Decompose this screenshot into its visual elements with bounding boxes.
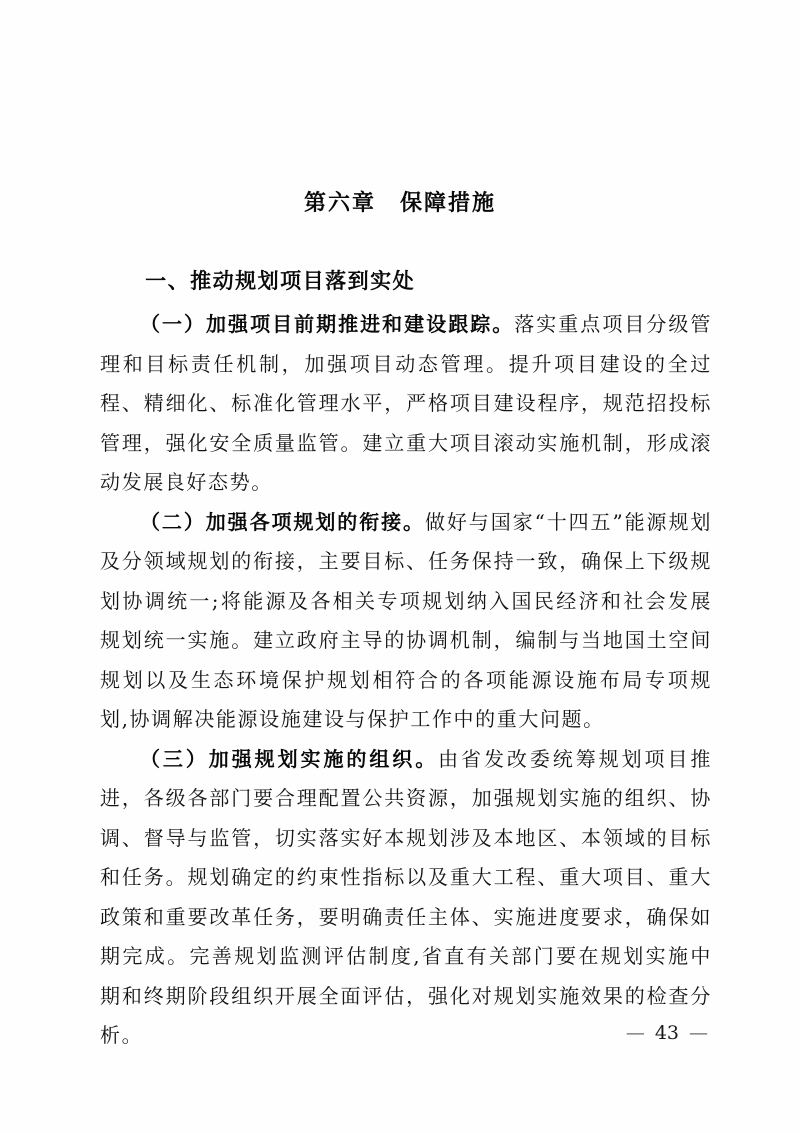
page-footer: [626, 1022, 708, 1044]
page-number-dash-left: —: [625, 1022, 645, 1044]
paragraph-2-text: 做好与国家“十四五”能源规划及分领域规划的衔接，主要目标、任务保持一致，确保上下级规划协调统一;将能源及各相关专项规划纳入国民经济和社会发展规划统一实施。建立政府主导的协调机制，编制与当地国土空间规划以及生态环境保护规划相符合的各项能源设施布局专项规划,协调解决能源设施建设与保护工作中的重大问题。: [100, 509, 712, 731]
page-number-dash-right: —: [689, 1022, 708, 1044]
page-number: 43: [654, 1022, 679, 1044]
paragraph-3-lead: （三）加强规划实施的组织。: [140, 746, 439, 771]
chapter-title: 第六章 保障措施: [303, 191, 496, 216]
paragraph-1-text: 落实重点项目分级管理和目标责任机制，加强项目动态管理。提升项目建设的全过程、精细化、标准化管理水平，严格项目建设程序，规范招投标管理，强化安全质量监管。建立重大项目滚动实施机制，形成滚动发展良好态势。: [100, 312, 712, 494]
paragraph-1: [100, 305, 712, 503]
paragraph-3-text: 由省发改委统筹规划项目推进，各级各部门要合理配置公共资源，加强规划实施的组织、协调、督导与监管，切实落实好本规划涉及本地区、本领域的目标和任务。规划确定的约束性指标以及重大工程、重大项目、重大政策和重要改革任务，要明确责任主体、实施进度要求，确保如期完成。完善规划监测评估制度,省直有关部门要在规划实施中期和终期阶段组织开展全面评估，强化对规划实施效果的检查分析。: [100, 746, 712, 1047]
section-heading: 一、推动规划项目落到实处: [145, 269, 416, 293]
paragraph-2-lead: （二）加强各项规划的衔接。: [140, 509, 425, 534]
paragraph-1-lead: （一）加强项目前期推进和建设跟踪。: [140, 312, 515, 336]
paragraph-3: [100, 740, 712, 1056]
paragraph-2: [100, 503, 712, 740]
document-body: [100, 305, 712, 1056]
